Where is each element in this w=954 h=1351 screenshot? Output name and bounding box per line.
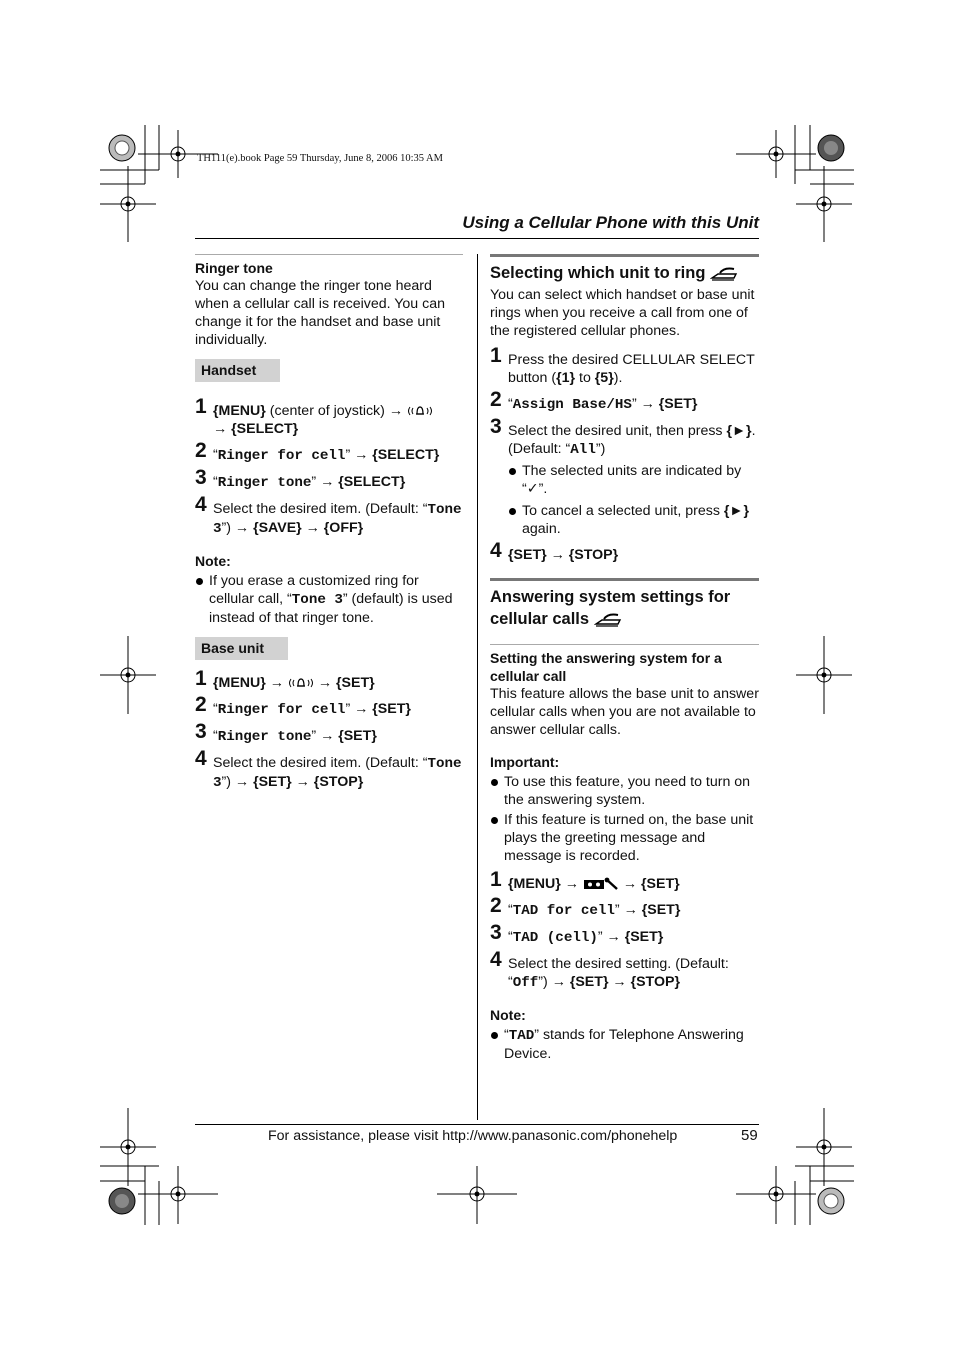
answering-intro: This feature allows the base unit to answer cellular calls when you are not available to answer cellular calls. <box>490 686 759 738</box>
set-key: {SET} <box>641 876 680 892</box>
arrow: → <box>551 974 566 990</box>
handset-step-1 <box>195 395 463 438</box>
title-text: cellular calls <box>490 610 590 628</box>
step-bullets <box>508 462 759 538</box>
stop-key: {STOP} <box>313 774 364 790</box>
answering-machine-icon <box>583 877 619 891</box>
arrow: → <box>320 728 335 744</box>
menu-key: {MENU} <box>213 403 266 419</box>
handset-label: Handset <box>195 359 280 382</box>
select-unit-intro: You can select which handset or base unit rings when you receive a call from one of the registered cellular phones. <box>490 287 755 339</box>
ringer-tone-intro: You can change the ringer tone heard when a cellular call is received. You can change it for the handset and base unit individually. <box>195 278 446 348</box>
base-step-1 <box>195 667 463 692</box>
display-text: TAD (cell) <box>512 930 598 946</box>
bullet-text: again. <box>522 521 561 537</box>
quote: “ <box>213 447 218 463</box>
step-number: 2 <box>490 388 502 411</box>
step-number: 3 <box>195 466 207 489</box>
display-text: Ringer tone <box>217 729 312 745</box>
arrow: → <box>213 421 228 437</box>
step-bullet <box>508 502 759 538</box>
ringer-bell-icon <box>288 676 314 690</box>
arrow: → <box>623 902 638 918</box>
arrow: → <box>305 520 320 536</box>
important-bullet: If this feature is turned on, the base unit plays the greeting message and message is recorded. <box>490 811 759 865</box>
arrow: → <box>320 474 335 490</box>
set-key: {SET} <box>624 929 664 945</box>
display-text: Ringer for cell <box>217 702 346 718</box>
quote: “ <box>213 474 218 490</box>
step-number: 2 <box>195 439 207 462</box>
step-number: 1 <box>195 667 207 690</box>
note-label: Note: <box>490 1007 526 1023</box>
arrow: → <box>354 447 369 463</box>
note-bullet <box>195 572 463 627</box>
arrow: → <box>354 701 369 717</box>
step-text: Select the desired item. (Default: “ <box>213 755 428 771</box>
step-text: ”) <box>595 441 606 457</box>
step-text: ). <box>613 370 623 386</box>
arrow: → <box>234 520 250 536</box>
set-key: {SET} <box>336 675 375 691</box>
handset-step-2 <box>195 439 463 465</box>
off-key: {OFF} <box>323 520 364 536</box>
ring-step-4 <box>490 539 759 564</box>
step-number: 4 <box>490 948 502 971</box>
footer-assistance: For assistance, please visit http://www.panasonic.com/phonehelp <box>268 1128 678 1144</box>
base-step-2 <box>195 693 463 719</box>
select-key: {SELECT} <box>231 421 299 437</box>
step-number: 4 <box>195 747 207 770</box>
quote: ” <box>345 447 355 463</box>
step-number: 3 <box>490 415 502 438</box>
arrow: → <box>234 774 250 790</box>
note-text: ” (default) is used instead of that ringer tone. <box>209 591 453 626</box>
display-text: All <box>570 442 596 458</box>
column-divider <box>477 254 478 1120</box>
save-key: {SAVE} <box>253 520 302 536</box>
step-text: ”) <box>221 520 235 536</box>
arrow: → <box>295 774 310 790</box>
set-key: {SET} <box>338 728 377 744</box>
right-column <box>490 254 759 1063</box>
stop-key: {STOP} <box>568 547 619 563</box>
select-unit-title <box>490 262 759 284</box>
key-5: {5} <box>594 370 614 386</box>
header-rule <box>195 238 759 239</box>
ringer-tone-heading: Ringer tone <box>195 260 273 276</box>
step-text: to <box>575 370 595 386</box>
handset-step-4 <box>195 493 463 538</box>
step-number: 3 <box>195 720 207 743</box>
menu-key: {MENU} <box>508 876 561 892</box>
step-bullet: The selected units are indicated by “✓”. <box>508 462 759 498</box>
display-text: Tone 3 <box>291 592 343 608</box>
step-text: Select the desired unit, then press <box>508 423 727 439</box>
quote: ” <box>631 396 641 412</box>
step-number: 3 <box>490 921 502 944</box>
quote: ” <box>597 929 607 945</box>
section-rule <box>490 578 759 581</box>
set-key: {SET} <box>569 974 609 990</box>
section-rule <box>195 254 463 255</box>
set-key: {SET} <box>372 701 411 717</box>
footer-rule <box>195 1124 759 1125</box>
base-unit-label: Base unit <box>195 637 288 660</box>
quote: ” <box>311 728 321 744</box>
arrow: → <box>564 876 579 892</box>
key-1: {1} <box>556 370 576 386</box>
step-text: Press the desired CELLULAR SELECT button ( <box>508 352 755 386</box>
quote: “ <box>504 1027 509 1043</box>
note-bullet <box>490 1026 759 1063</box>
tad-step-4 <box>490 948 759 992</box>
ring-step-1 <box>490 344 759 387</box>
right-key: {►} <box>723 503 749 519</box>
display-text: TAD <box>508 1028 535 1044</box>
step-text: (center of joystick) <box>265 403 389 419</box>
arrow: → <box>269 675 284 691</box>
important-bullet: To use this feature, you need to turn on the answering system. <box>490 773 759 809</box>
step-number: 4 <box>195 493 207 516</box>
menu-key: {MENU} <box>213 675 266 691</box>
display-text: Tone 3 <box>213 756 462 791</box>
step-text: ”) <box>538 974 552 990</box>
display-text: Ringer for cell <box>217 448 346 464</box>
handset-on-base-icon <box>594 612 622 628</box>
arrow: → <box>388 403 404 419</box>
select-key: {SELECT} <box>338 474 406 490</box>
quote: “ <box>508 396 513 412</box>
set-key: {SET} <box>658 396 698 412</box>
quote: ” <box>345 701 355 717</box>
note-text: ” stands for Telephone Answering Device. <box>504 1027 744 1062</box>
handset-step-3 <box>195 466 463 492</box>
step-text: . (Default: “ <box>508 423 756 457</box>
step-number: 4 <box>490 539 502 562</box>
step-text: Select the desired item. (Default: “ <box>213 501 428 517</box>
note-label: Note: <box>195 553 231 569</box>
display-text: TAD for cell <box>512 903 615 919</box>
handset-on-base-icon <box>710 266 738 282</box>
right-key: {►} <box>726 423 752 439</box>
arrow: → <box>550 547 565 563</box>
ring-step-3 <box>490 415 759 538</box>
page-number: 59 <box>741 1127 758 1144</box>
arrow: → <box>622 876 638 892</box>
section-rule <box>490 644 759 645</box>
arrow: → <box>317 675 333 691</box>
important-label: Important: <box>490 754 560 770</box>
section-rule <box>490 254 759 257</box>
set-key: {SET} <box>253 774 292 790</box>
bullet-text: To cancel a selected unit, press <box>522 503 724 519</box>
quote: ” <box>614 902 624 918</box>
step-number: 2 <box>195 693 207 716</box>
step-number: 1 <box>490 344 502 367</box>
tad-step-2 <box>490 894 759 920</box>
running-head: Using a Cellular Phone with this Unit <box>462 213 759 232</box>
display-text: Tone 3 <box>213 502 462 537</box>
ringer-bell-icon <box>407 404 433 418</box>
answering-subheading: Setting the answering system for a cellular call <box>490 650 722 684</box>
quote: “ <box>508 929 513 945</box>
tad-step-3 <box>490 921 759 947</box>
display-text: Assign Base/HS <box>512 397 632 413</box>
tad-step-1 <box>490 868 759 893</box>
step-number: 1 <box>195 395 207 418</box>
display-text: Off <box>512 975 539 991</box>
note-text: If you erase a customized ring for cellular call, “ <box>209 573 419 607</box>
arrow: → <box>606 929 621 945</box>
title-text: Selecting which unit to ring <box>490 264 706 282</box>
step-text: Select the desired setting. (Default: “ <box>508 956 729 990</box>
quote: “ <box>508 902 513 918</box>
quote: ” <box>311 474 321 490</box>
step-text: ”) <box>221 774 235 790</box>
step-number: 2 <box>490 894 502 917</box>
base-step-4 <box>195 747 463 792</box>
select-key: {SELECT} <box>372 447 440 463</box>
step-number: 1 <box>490 868 502 891</box>
set-key: {SET} <box>641 902 681 918</box>
arrow: → <box>640 396 655 412</box>
quote: “ <box>213 701 218 717</box>
answering-settings-title <box>490 586 759 630</box>
print-info: TH111(e).book Page 59 Thursday, June 8, 2006 10:35 AM <box>197 153 443 164</box>
base-step-3 <box>195 720 463 746</box>
display-text: Ringer tone <box>217 475 312 491</box>
quote: “ <box>213 728 218 744</box>
arrow: → <box>612 974 627 990</box>
title-text: Answering system settings for <box>490 588 731 606</box>
stop-key: {STOP} <box>630 974 680 990</box>
set-key: {SET} <box>508 547 547 563</box>
left-column <box>195 254 463 792</box>
ring-step-2 <box>490 388 759 414</box>
